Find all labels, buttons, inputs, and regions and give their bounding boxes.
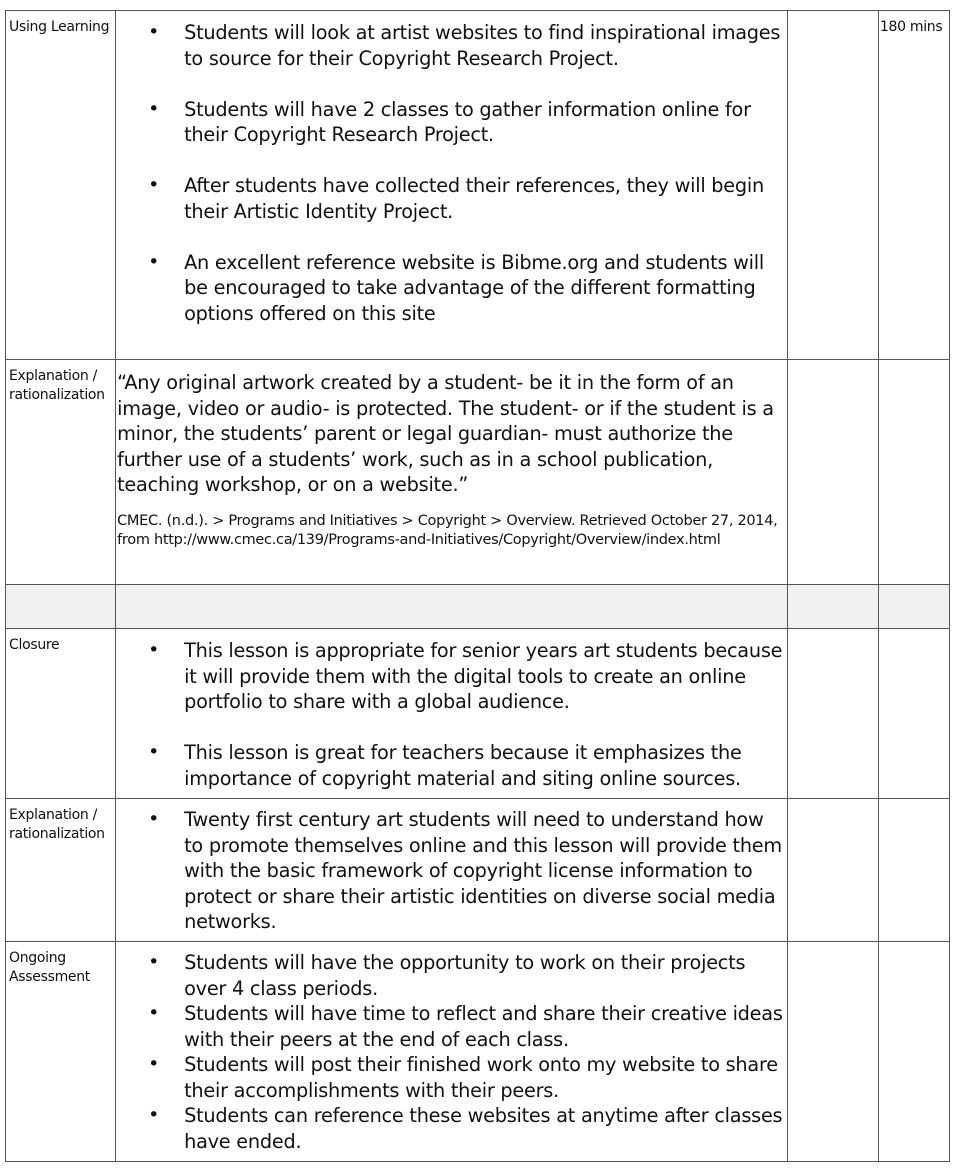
list-item: • Students will look at artist websites to find inspirational images to source for their Copyright Research Project. [116, 20, 787, 71]
empty-cell [787, 585, 878, 629]
quote-text: “Any original artwork created by a student- be it in the form of an image, video or audio- is protected. The student- or if the student is a minor, the students’ parent or legal guardian- must authorize the further use of a students’ work, such as in a school publication, teaching workshop, or on a website.” [117, 371, 774, 496]
list-item: • An excellent reference website is Bibme.org and students will be encouraged to take advantage of the different formatting options offered on this site [116, 250, 787, 327]
empty-cell [787, 360, 878, 585]
row-label-cell [6, 942, 116, 1162]
bullet-list [116, 799, 787, 935]
row-label-cell [6, 799, 116, 942]
content-cell [116, 942, 788, 1162]
empty-cell [878, 942, 949, 1162]
empty-cell [787, 11, 878, 360]
row-label: Explanation / rationalization [9, 807, 105, 842]
bullet-list [116, 942, 787, 1154]
list-item: • Students will have time to reflect and share their creative ideas with their peers at the end of each class. [116, 1001, 787, 1052]
list-item: • Students can reference these websites at anytime after classes have ended. [116, 1103, 787, 1154]
table-row-ongoing-assessment [6, 942, 950, 1162]
empty-cell [878, 799, 949, 942]
list-item: • After students have collected their references, they will begin their Artistic Identity Project. [116, 173, 787, 224]
duration-value: 180 mins [879, 19, 943, 35]
empty-cell [116, 585, 788, 629]
row-label: Explanation / rationalization [9, 368, 105, 403]
citation-text: CMEC. (n.d.). > Programs and Initiatives > Copyright > Overview. Retrieved October 27, 2014, from http://www.cmec.ca/139/Programs-and-Initiatives/Copyright/Overview/index.html [117, 512, 778, 548]
empty-cell [787, 799, 878, 942]
bullet-list [116, 11, 787, 326]
table-row-shaded-spacer [6, 585, 950, 629]
empty-cell [6, 585, 116, 629]
row-label-cell [6, 629, 116, 799]
list-item: • Students will have the opportunity to work on their projects over 4 class periods. [116, 950, 787, 1001]
content-cell [116, 799, 788, 942]
empty-cell [878, 360, 949, 585]
list-item: • Students will post their finished work onto my website to share their accomplishments with their peers. [116, 1052, 787, 1103]
empty-cell [787, 629, 878, 799]
bullet-list [116, 629, 787, 791]
row-label: Closure [9, 637, 60, 653]
table-row-explanation-rationalization [6, 799, 950, 942]
list-item: • Twenty first century art students will need to understand how to promote themselves online and this lesson will provide them with the basic framework of copyright license information to protect or share their artistic identities on diverse social media networks. [116, 807, 787, 935]
content-cell [116, 11, 788, 360]
list-item: • This lesson is appropriate for senior years art students because it will provide them with the digital tools to create an online portfolio to share with a global audience. [116, 638, 787, 715]
empty-cell [878, 629, 949, 799]
content-cell [116, 360, 788, 585]
row-label: Using Learning [9, 19, 110, 35]
empty-cell [787, 942, 878, 1162]
row-label: Ongoing Assessment [9, 950, 90, 985]
row-label-cell [6, 11, 116, 360]
table-row-explanation-quote [6, 360, 950, 585]
content-cell [116, 629, 788, 799]
table-row-using-learning [6, 11, 950, 360]
list-item: • Students will have 2 classes to gather information online for their Copyright Research Project. [116, 97, 787, 148]
time-cell [878, 11, 949, 360]
lesson-plan-table [5, 10, 950, 1162]
list-item: • This lesson is great for teachers because it emphasizes the importance of copyright material and siting online sources. [116, 740, 787, 791]
empty-cell [878, 585, 949, 629]
table-row-closure [6, 629, 950, 799]
row-label-cell [6, 360, 116, 585]
